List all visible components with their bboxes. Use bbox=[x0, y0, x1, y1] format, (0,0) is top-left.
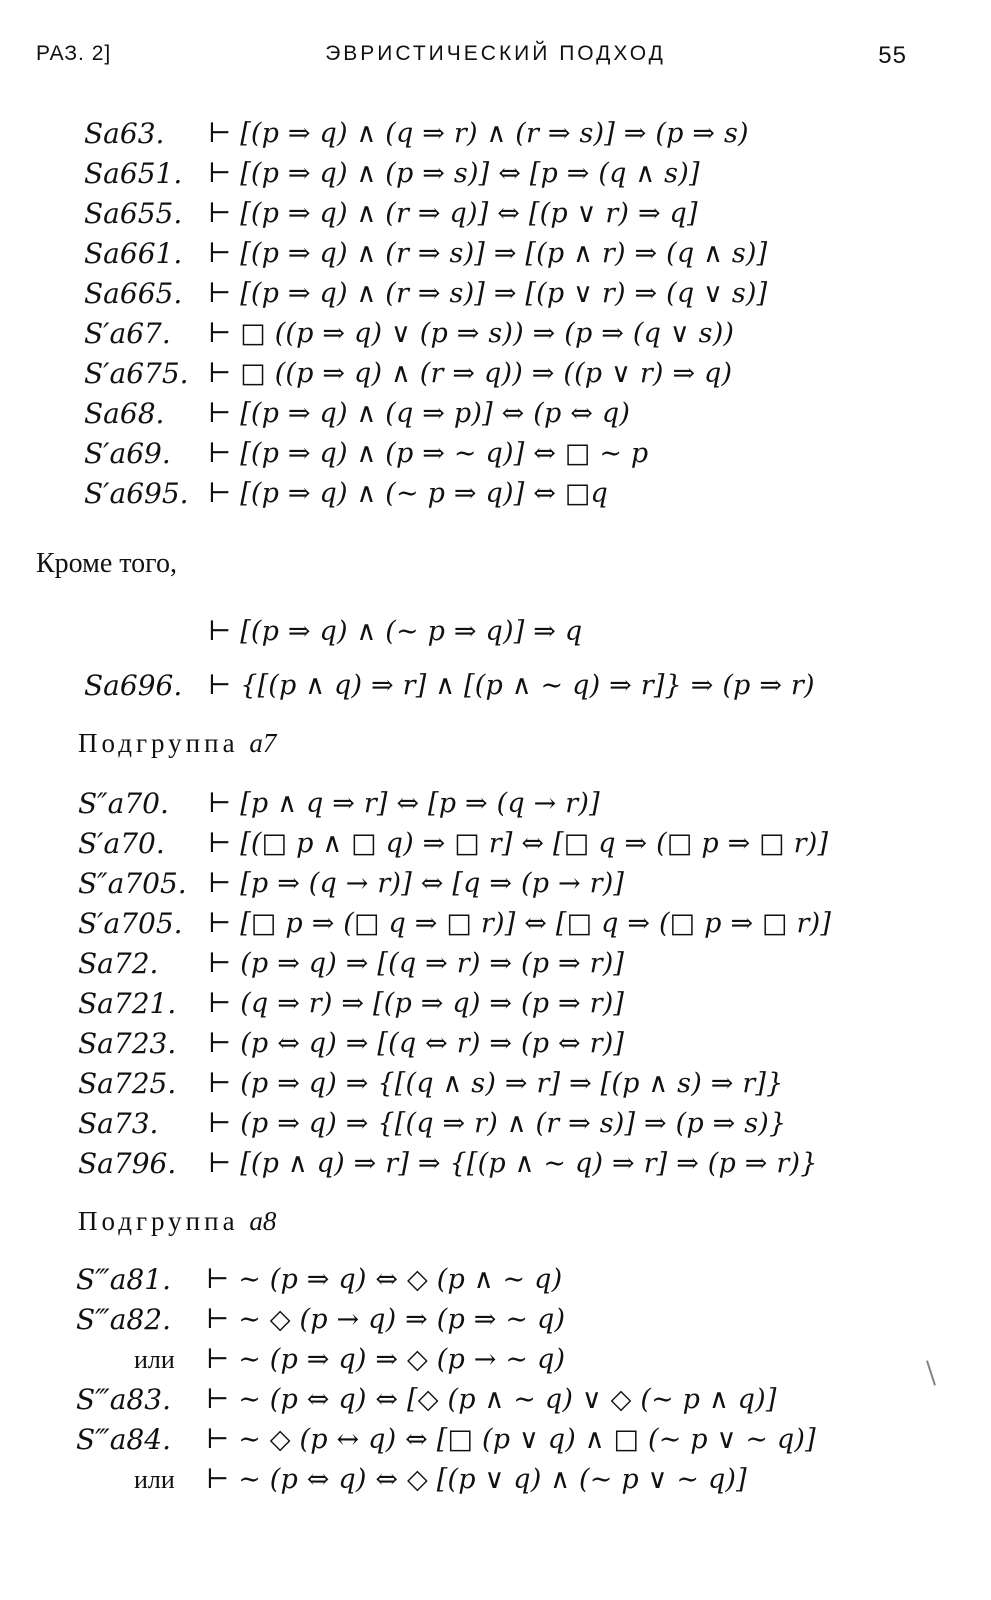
theorem-formula: ⊢ ∼ (p ⇔ q) ⇔ ◇ [(p ∨ q) ∧ (∼ p ∨ ∼ q)] bbox=[206, 1464, 747, 1495]
theorem-label: S′a67. bbox=[84, 317, 171, 350]
theorem-row bbox=[0, 1066, 991, 1102]
theorem-label: S′a69. bbox=[84, 437, 171, 470]
theorem-label: Sa661. bbox=[84, 237, 183, 270]
theorem-row bbox=[0, 116, 991, 152]
theorem-label: Sa721. bbox=[78, 987, 177, 1020]
theorem-label: Sa665. bbox=[84, 277, 183, 310]
theorem-formula: ⊢ ∼ ◇ (p ↔ q) ⇔ [□ (p ∨ q) ∧ □ (∼ p ∨ ∼ q)] bbox=[206, 1424, 816, 1455]
theorem-row bbox=[0, 1422, 991, 1458]
theorem-row bbox=[0, 906, 991, 942]
theorem-formula: ⊢ [(p ⇒ q) ∧ (q ⇒ p)] ⇔ (p ⇔ q) bbox=[208, 398, 631, 429]
theorem-formula: ⊢ [(p ⇒ q) ∧ (r ⇒ s)] ⇒ [(p ∨ r) ⇒ (q ∨ s)] bbox=[208, 278, 768, 309]
subgroup-name: a8 bbox=[249, 1206, 277, 1236]
theorem-formula: ⊢ (p ⇒ q) ⇒ {[(q ⇒ r) ∧ (r ⇒ s)] ⇒ (p ⇒ s)} bbox=[208, 1108, 787, 1139]
theorem-formula: ⊢ [(p ⇒ q) ∧ (r ⇒ q)] ⇔ [(p ∨ r) ⇒ q] bbox=[208, 198, 698, 229]
theorem-row bbox=[0, 946, 991, 982]
theorem-row bbox=[0, 396, 991, 432]
theorem-label: S′a695. bbox=[84, 477, 189, 510]
theorem-formula: ⊢ [(p ⇒ q) ∧ (p ⇒ s)] ⇔ [p ⇒ (q ∧ s)] bbox=[208, 158, 700, 189]
theorem-formula: ⊢ (q ⇒ r) ⇒ [(p ⇒ q) ⇒ (p ⇒ r)] bbox=[208, 988, 625, 1019]
theorem-formula: ⊢ (p ⇒ q) ⇒ [(q ⇒ r) ⇒ (p ⇒ r)] bbox=[208, 948, 625, 979]
theorem-label: S‴a81. bbox=[76, 1263, 171, 1296]
theorem-row bbox=[0, 316, 991, 352]
theorem-formula: ⊢ [p ∧ q ⇒ r] ⇔ [p ⇒ (q → r)] bbox=[208, 788, 600, 819]
theorem-row bbox=[0, 866, 991, 902]
theorem-row bbox=[0, 1146, 991, 1182]
theorem-label: Sa68. bbox=[84, 397, 165, 430]
alternative-label: или bbox=[134, 1345, 175, 1374]
theorem-formula: ⊢ ∼ (p ⇒ q) ⇒ ◇ (p → ∼ q) bbox=[206, 1344, 566, 1375]
subgroup-word: Подгруппа bbox=[78, 728, 239, 758]
theorem-label: S′a705. bbox=[78, 907, 183, 940]
body-text: Кроме того, bbox=[36, 548, 177, 579]
theorem-row bbox=[0, 356, 991, 392]
theorem-row bbox=[0, 1342, 991, 1378]
theorem-row bbox=[0, 196, 991, 232]
theorem-row bbox=[0, 1262, 991, 1298]
theorem-formula: ⊢ (p ⇔ q) ⇒ [(q ⇔ r) ⇒ (p ⇔ r)] bbox=[208, 1028, 625, 1059]
theorem-label: S‴a82. bbox=[76, 1303, 171, 1336]
theorem-formula: ⊢ {[(p ∧ q) ⇒ r] ∧ [(p ∧ ∼ q) ⇒ r]} ⇒ (p ⇒ r) bbox=[208, 670, 815, 701]
running-head-title: ЭВРИСТИЧЕСКИЙ ПОДХОД bbox=[325, 42, 666, 65]
theorem-row bbox=[0, 156, 991, 192]
subgroup-heading bbox=[78, 728, 276, 759]
theorem-label: Sa725. bbox=[78, 1067, 177, 1100]
theorem-row bbox=[0, 668, 991, 704]
theorem-row bbox=[0, 786, 991, 822]
theorem-label: Sa723. bbox=[78, 1027, 177, 1060]
theorem-row bbox=[0, 436, 991, 472]
theorem-label: S‴a83. bbox=[76, 1383, 171, 1416]
alternative-label: или bbox=[134, 1465, 175, 1494]
theorem-formula: ⊢ □ ((p ⇒ q) ∨ (p ⇒ s)) ⇒ (p ⇒ (q ∨ s)) bbox=[208, 318, 735, 349]
unlabeled-formula: ⊢ [(p ⇒ q) ∧ (∼ p ⇒ q)] ⇒ q bbox=[208, 616, 583, 647]
theorem-label: Sa655. bbox=[84, 197, 183, 230]
theorem-row bbox=[0, 1382, 991, 1418]
theorem-row bbox=[0, 276, 991, 312]
theorem-label: Sa63. bbox=[84, 117, 165, 150]
theorem-row bbox=[0, 476, 991, 512]
theorem-label: Sa651. bbox=[84, 157, 183, 190]
theorem-label: S′a70. bbox=[78, 827, 165, 860]
theorem-formula: ⊢ [□ p ⇒ (□ q ⇒ □ r)] ⇔ [□ q ⇒ (□ p ⇒ □ r)] bbox=[208, 908, 832, 939]
theorem-row bbox=[0, 1026, 991, 1062]
theorem-row bbox=[0, 826, 991, 862]
theorem-row bbox=[0, 236, 991, 272]
theorem-row bbox=[0, 1106, 991, 1142]
theorem-label: Sa73. bbox=[78, 1107, 159, 1140]
theorem-formula: ⊢ ∼ ◇ (p → q) ⇒ (p ⇒ ∼ q) bbox=[206, 1304, 566, 1335]
subgroup-word: Подгруппа bbox=[78, 1206, 239, 1236]
theorem-formula: ⊢ [(p ⇒ q) ∧ (r ⇒ s)] ⇒ [(p ∧ r) ⇒ (q ∧ s)] bbox=[208, 238, 768, 269]
theorem-formula: ⊢ □ ((p ⇒ q) ∧ (r ⇒ q)) ⇒ ((p ∨ r) ⇒ q) bbox=[208, 358, 733, 389]
subgroup-name: a7 bbox=[249, 728, 277, 758]
page-number: 55 bbox=[878, 42, 907, 69]
theorem-label: S‴a84. bbox=[76, 1423, 171, 1456]
theorem-label: Sa796. bbox=[78, 1147, 177, 1180]
theorem-formula: ⊢ [(□ p ∧ □ q) ⇒ □ r] ⇔ [□ q ⇒ (□ p ⇒ □ r)] bbox=[208, 828, 829, 859]
theorem-formula: ⊢ [(p ∧ q) ⇒ r] ⇒ {[(p ∧ ∼ q) ⇒ r] ⇒ (p ⇒ r)} bbox=[208, 1148, 818, 1179]
formula-row bbox=[0, 614, 991, 650]
theorem-row bbox=[0, 1462, 991, 1498]
theorem-row bbox=[0, 986, 991, 1022]
theorem-formula: ⊢ ∼ (p ⇔ q) ⇔ [◇ (p ∧ ∼ q) ∨ ◇ (∼ p ∧ q)] bbox=[206, 1384, 777, 1415]
theorem-label: S″a705. bbox=[78, 867, 187, 900]
theorem-formula: ⊢ [(p ⇒ q) ∧ (p ⇒ ∼ q)] ⇔ □ ∼ p bbox=[208, 438, 649, 469]
theorem-formula: ⊢ [(p ⇒ q) ∧ (q ⇒ r) ∧ (r ⇒ s)] ⇒ (p ⇒ s) bbox=[208, 118, 749, 149]
theorem-formula: ⊢ ∼ (p ⇒ q) ⇔ ◇ (p ∧ ∼ q) bbox=[206, 1264, 563, 1295]
theorem-formula: ⊢ [(p ⇒ q) ∧ (∼ p ⇒ q)] ⇔ □q bbox=[208, 478, 609, 509]
theorem-label: S′a675. bbox=[84, 357, 189, 390]
theorem-formula: ⊢ (p ⇒ q) ⇒ {[(q ∧ s) ⇒ r] ⇒ [(p ∧ s) ⇒ r]} bbox=[208, 1068, 784, 1099]
running-head-section: РАЗ. 2] bbox=[36, 42, 112, 65]
theorem-formula: ⊢ [p ⇒ (q → r)] ⇔ [q ⇒ (p → r)] bbox=[208, 868, 625, 899]
theorem-label: Sa72. bbox=[78, 947, 159, 980]
theorem-row bbox=[0, 1302, 991, 1338]
theorem-label: Sa696. bbox=[84, 669, 183, 702]
subgroup-heading bbox=[78, 1206, 276, 1237]
theorem-label: S″a70. bbox=[78, 787, 169, 820]
